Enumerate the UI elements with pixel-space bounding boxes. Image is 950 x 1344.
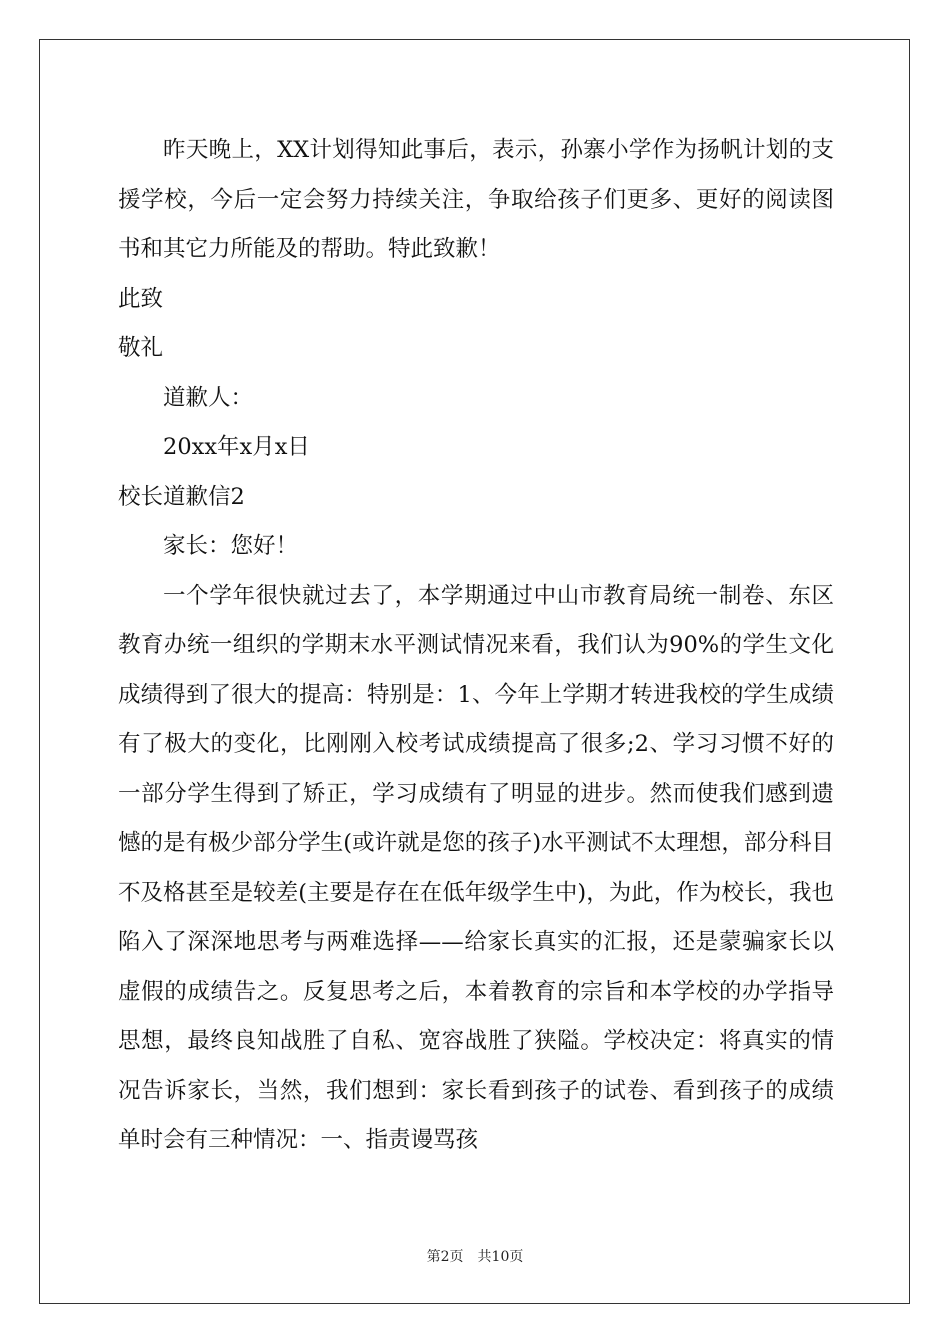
page-total: 共10页 [477, 1249, 524, 1265]
paragraph-main-body: 一个学年很快就过去了，本学期通过中山市教育局统一制卷、东区教育办统一组织的学期末水平测试情况来看，我们认为90%的学生文化成绩得到了很大的提高：特别是：1、今年上学期才转进我校的学生成绩有了极大的变化，比刚刚入校考试成绩提高了很多;2、学习习惯不好的一部分学生得到了矫正，学习成绩有了明显的进步。然而使我们感到遗憾的是有极少部分学生(或许就是您的孩子)水平测试不太理想，部分科目不及格甚至是较差(主要是存在在低年级学生中)，为此，作为校长，我也陷入了深深地思考与两难选择——给家长真实的汇报，还是蒙骗家长以虚假的成绩告之。反复思考之后，本着教育的宗旨和本学校的办学指导思想，最终良知战胜了自私、宽容战胜了狭隘。学校决定：将真实的情况告诉家长，当然，我们想到：家长看到孩子的试卷、看到孩子的成绩单时会有三种情况：一、指责谩骂孩 [118, 582, 834, 1153]
page-number: 第2页 [426, 1249, 464, 1265]
salutation-jingli: 敬礼 [118, 335, 164, 361]
letter-date: 20xx年x月x日 [163, 434, 310, 460]
salutation-cizhi: 此致 [118, 285, 164, 312]
letter-greeting: 家长：您好！ [163, 533, 299, 559]
page-footer [0, 1247, 950, 1267]
document-body [118, 126, 834, 1166]
paragraph-closing-note: 昨天晚上，XX计划得知此事后，表示，孙寨小学作为扬帆计划的支援学校，今后一定会努力持续关注，争取给孩子们更多、更好的阅读图书和其它力所能及的帮助。特此致歉！ [118, 137, 834, 262]
section-title: 校长道歉信2 [118, 483, 245, 510]
signature-label: 道歉人： [163, 384, 254, 411]
